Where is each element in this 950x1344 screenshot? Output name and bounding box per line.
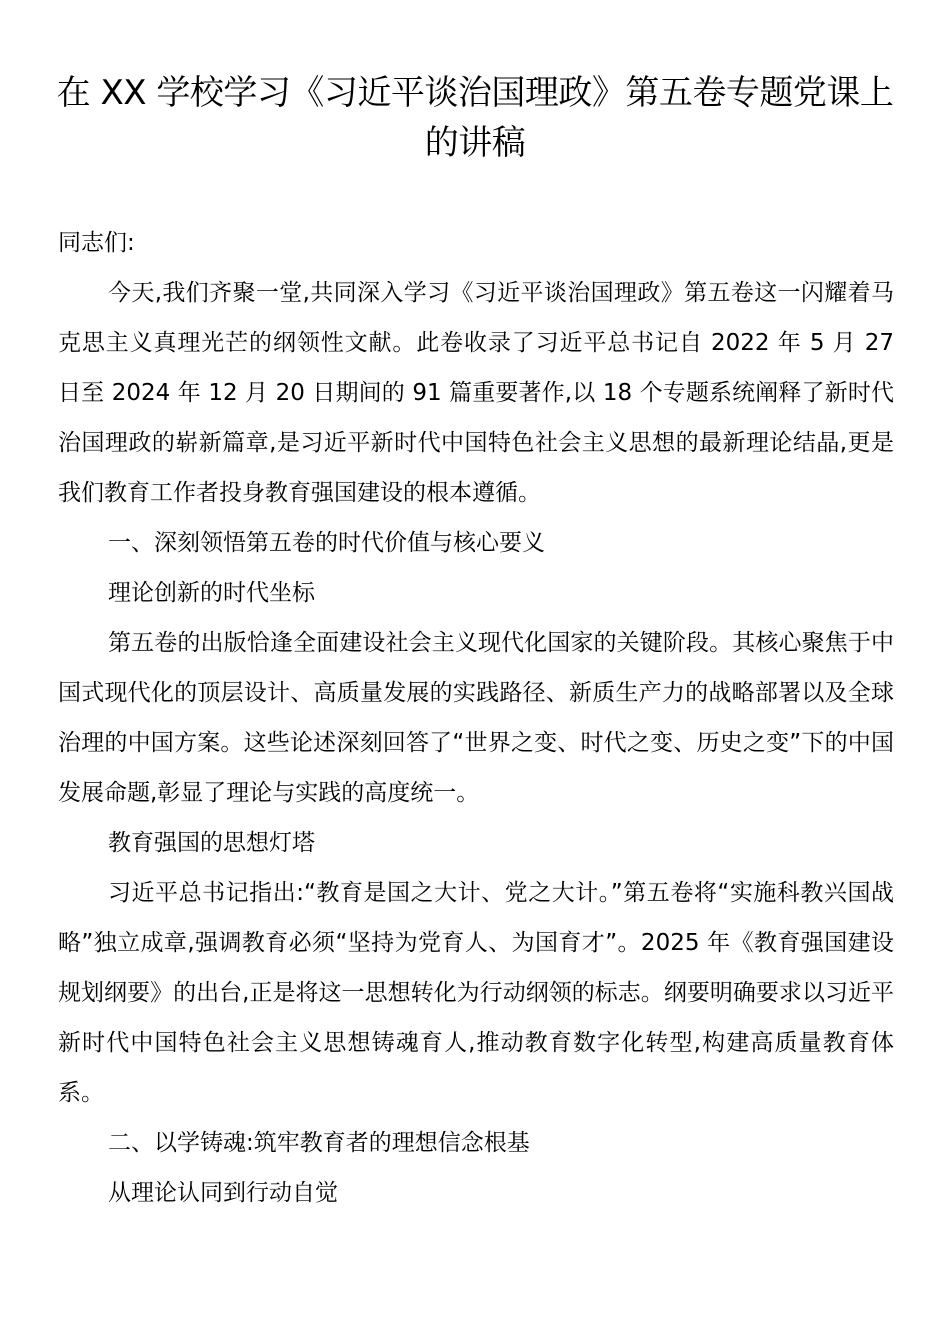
document-title: 在 XX 学校学习《习近平谈治国理政》第五卷专题党课上的讲稿 <box>56 73 894 163</box>
paragraph-theory-innovation: 第五卷的出版恰逢全面建设社会主义现代化国家的关键阶段。其核心聚焦于中国式现代化的顶层设计、高质量发展的实践路径、新质生产力的战略部署以及全球治理的中国方案。这些论述深刻回答了“世界之变、时代之变、历史之变”下的中国发展命题,彰显了理论与实践的高度统一。 <box>58 630 894 806</box>
document-body <box>58 218 894 1218</box>
paragraph-education-beacon: 习近平总书记指出:“教育是国之大计、党之大计。”第五卷将“实施科教兴国战略”独立成章,强调教育必须“坚持为党育人、为国育才”。2025 年《教育强国建设规划纲要》的出台,正是将这一思想转化为行动纲领的标志。纲要明确要求以习近平新时代中国特色社会主义思想铸魂育人,推动教育数字化转型,构建高质量教育体系。 <box>58 880 894 1106</box>
section-heading-1: 一、深刻领悟第五卷的时代价值与核心要义 <box>108 530 545 556</box>
section-heading-2: 二、以学铸魂:筑牢教育者的理想信念根基 <box>108 1130 530 1156</box>
subheading-theory-to-action: 从理论认同到行动自觉 <box>108 1180 338 1206</box>
subheading-education-beacon: 教育强国的思想灯塔 <box>108 830 315 856</box>
subheading-theory-innovation: 理论创新的时代坐标 <box>108 580 315 606</box>
paragraph-intro: 今天,我们齐聚一堂,共同深入学习《习近平谈治国理政》第五卷这一闪耀着马克思主义真理光芒的纲领性文献。此卷收录了习近平总书记自 2022 年 5 月 27 日至 2024 年 12 月 20 日期间的 91 篇重要著作,以 18 个专题系统阐释了新时代治国理政的崭新篇章,是习近平新时代中国特色社会主义思想的最新理论结晶,更是我们教育工作者投身教育强国建设的根本遵循。 <box>58 280 894 506</box>
salutation: 同志们: <box>58 230 135 256</box>
